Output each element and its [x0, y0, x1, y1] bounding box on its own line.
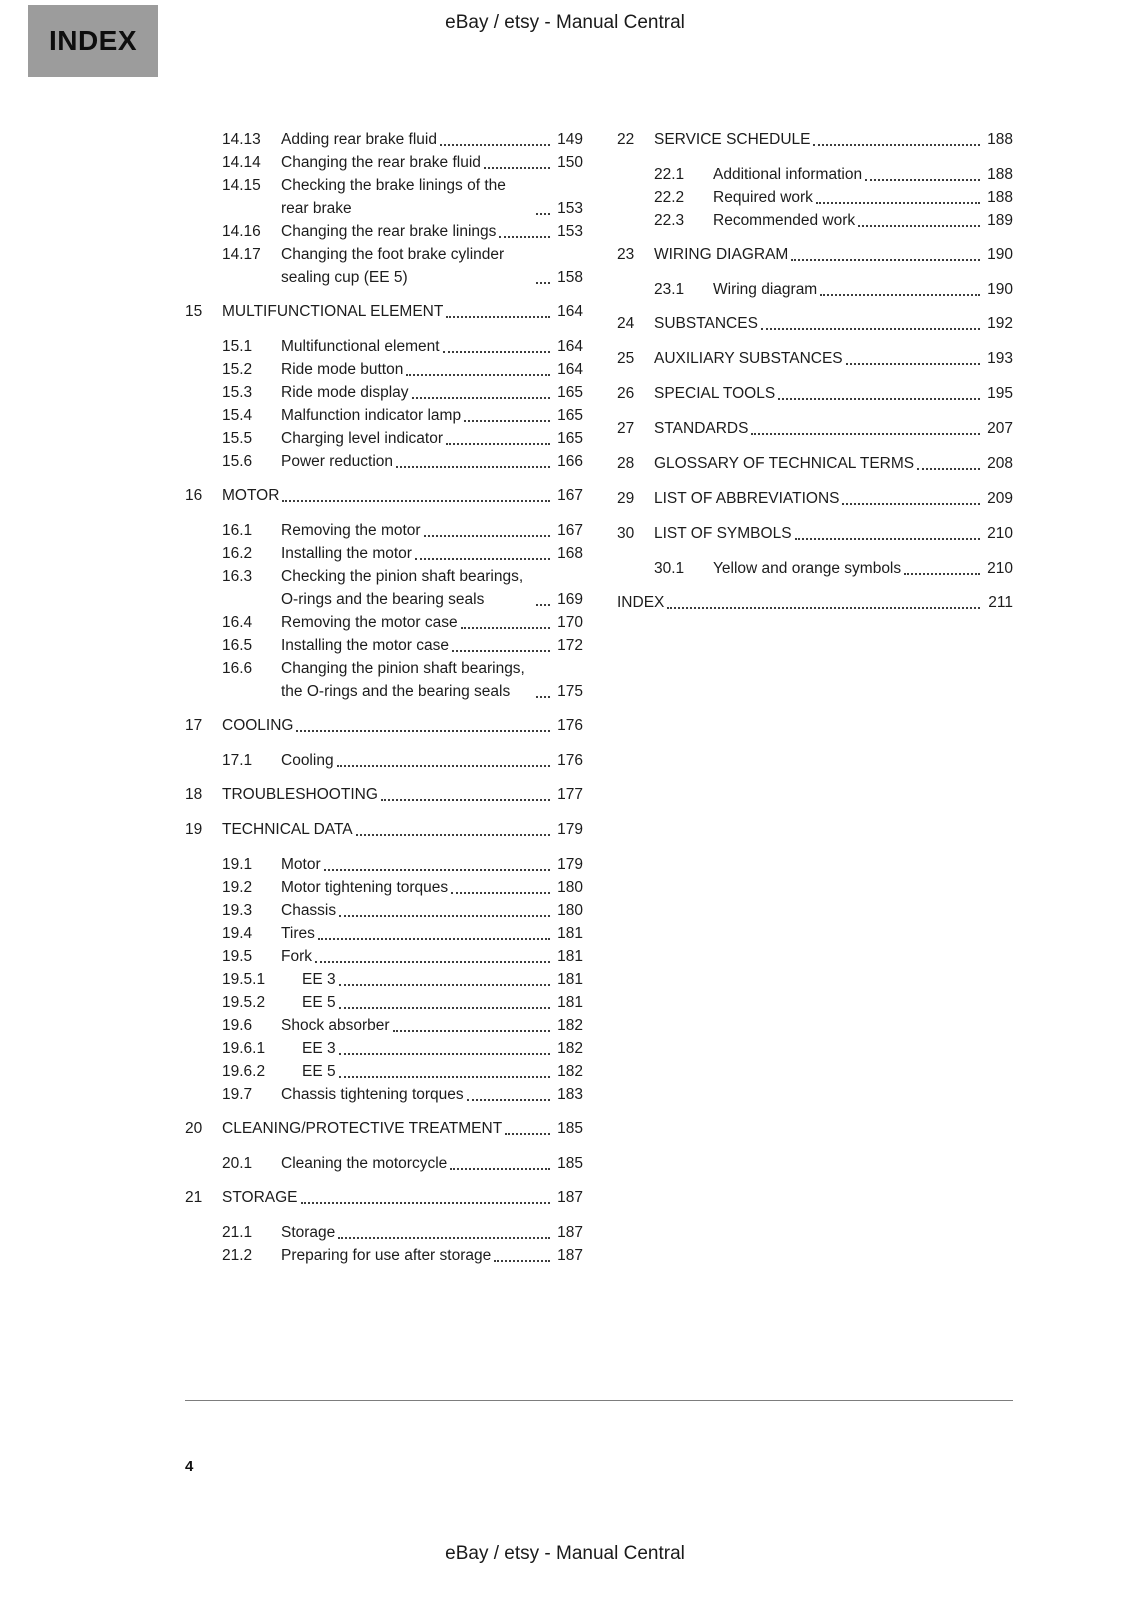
- toc-entry-row: [185, 427, 583, 450]
- toc-chapter-row: [617, 452, 1013, 475]
- toc-entry-page: 176: [557, 717, 583, 734]
- toc-entry-page: 158: [557, 269, 583, 286]
- toc-entry-number: 19.6: [222, 1017, 253, 1034]
- toc-entry-title: Removing the motor case: [281, 614, 458, 631]
- toc-entry-number: 19.3: [222, 902, 253, 919]
- toc-dot-leader: [499, 220, 550, 238]
- toc-entry-row: [617, 209, 1013, 232]
- toc-entry-number: 22.1: [654, 166, 685, 183]
- toc-entry-title: TROUBLESHOOTING: [222, 786, 378, 803]
- toc-entry-page: 190: [987, 246, 1013, 263]
- toc-entry-title: CLEANING/PROTECTIVE TREATMENT: [222, 1120, 503, 1137]
- toc-entry-page: 181: [557, 994, 583, 1011]
- toc-entry-page: 210: [987, 560, 1013, 577]
- toc-dot-leader: [536, 565, 550, 606]
- toc-entry-title: Changing the foot brake cylinder sealing cup (EE 5): [281, 246, 505, 286]
- toc-entry-number: 14.16: [222, 223, 261, 240]
- toc-dot-leader: [791, 243, 980, 261]
- toc-entry-number: 19.1: [222, 856, 253, 873]
- toc-entry-title: Cooling: [281, 752, 334, 769]
- toc-chapter-row: [617, 128, 1013, 151]
- toc-entry-page: 207: [987, 420, 1013, 437]
- toc-entry-number: 19: [185, 821, 203, 838]
- toc-dot-leader: [450, 1152, 550, 1170]
- toc-dot-leader: [301, 1186, 550, 1204]
- toc-entry-title: Power reduction: [281, 453, 394, 470]
- toc-dot-leader: [324, 853, 550, 871]
- index-tab: INDEX: [28, 5, 158, 77]
- toc-entry-title: Checking the brake linings of the rear brake: [281, 177, 506, 217]
- toc-entry-page: 180: [557, 902, 583, 919]
- toc-entry-page: 165: [557, 430, 583, 447]
- toc-entry-page: 150: [557, 154, 583, 171]
- toc-entry-number: 28: [617, 455, 635, 472]
- toc-dot-leader: [484, 151, 550, 169]
- toc-entry-title: INDEX: [617, 594, 665, 611]
- toc-dot-leader: [778, 382, 980, 400]
- toc-entry-number: 19.6.2: [222, 1063, 266, 1080]
- toc-dot-leader: [446, 300, 550, 318]
- toc-entry-number: 22.2: [654, 189, 685, 206]
- toc-entry-title: Motor tightening torques: [281, 879, 449, 896]
- toc-entry-title: Tires: [281, 925, 315, 942]
- toc-chapter-row: [185, 300, 583, 323]
- toc-entry-page: 175: [557, 683, 583, 700]
- toc-dot-leader: [816, 186, 980, 204]
- toc-entry-number: 14.17: [222, 246, 261, 263]
- toc-entry-page: 185: [557, 1155, 583, 1172]
- toc-chapter-row: [185, 714, 583, 737]
- toc-entry-row: [185, 243, 583, 289]
- toc-entry-page: 209: [987, 490, 1013, 507]
- toc-entry-page: 190: [987, 281, 1013, 298]
- toc-entry-number: 23.1: [654, 281, 685, 298]
- toc-chapter-row: [617, 243, 1013, 266]
- toc-entry-row: [185, 945, 583, 968]
- page-number: 4: [185, 1458, 194, 1475]
- toc-chapter-row: [617, 591, 1013, 614]
- toc-entry-number: 25: [617, 350, 635, 367]
- toc-content: [185, 128, 1013, 1267]
- toc-dot-leader: [536, 243, 550, 284]
- toc-entry-number: 18: [185, 786, 203, 803]
- toc-entry-page: 195: [987, 385, 1013, 402]
- toc-dot-leader: [440, 128, 550, 146]
- toc-entry-row: [185, 657, 583, 703]
- toc-entry-row: [185, 542, 583, 565]
- toc-dot-leader: [505, 1117, 550, 1135]
- toc-entry-number: 16.6: [222, 660, 253, 677]
- toc-entry-number: 17.1: [222, 752, 253, 769]
- toc-entry-row: [185, 749, 583, 772]
- toc-entry-number: 30.1: [654, 560, 685, 577]
- toc-dot-leader: [424, 519, 550, 537]
- toc-dot-leader: [339, 899, 550, 917]
- toc-entry-row: [185, 174, 583, 220]
- toc-entry-row: [185, 151, 583, 174]
- toc-entry-row: [185, 991, 583, 1014]
- toc-entry-title: Installing the motor: [281, 545, 412, 562]
- toc-entry-title: LIST OF ABBREVIATIONS: [654, 490, 840, 507]
- toc-entry-number: 14.13: [222, 131, 261, 148]
- toc-entry-title: Recommended work: [713, 212, 856, 229]
- toc-entry-number: 15.2: [222, 361, 253, 378]
- toc-entry-page: 167: [557, 487, 583, 504]
- toc-entry-row: [617, 186, 1013, 209]
- toc-entry-title: Shock absorber: [281, 1017, 390, 1034]
- toc-entry-row: [185, 128, 583, 151]
- toc-dot-leader: [406, 358, 550, 376]
- toc-chapter-row: [617, 522, 1013, 545]
- toc-entry-title: Preparing for use after storage: [281, 1247, 492, 1264]
- toc-entry-row: [185, 335, 583, 358]
- toc-chapter-row: [185, 783, 583, 806]
- toc-entry-row: [185, 634, 583, 657]
- toc-entry-page: 176: [557, 752, 583, 769]
- toc-entry-page: 169: [557, 591, 583, 608]
- toc-entry-page: 167: [557, 522, 583, 539]
- toc-entry-row: [185, 565, 583, 611]
- toc-dot-leader: [356, 818, 550, 836]
- toc-entry-row: [185, 853, 583, 876]
- toc-entry-title: SERVICE SCHEDULE: [654, 131, 811, 148]
- toc-chapter-row: [185, 1117, 583, 1140]
- toc-dot-leader: [917, 452, 980, 470]
- toc-entry-number: 15: [185, 303, 203, 320]
- toc-entry-row: [185, 922, 583, 945]
- toc-entry-number: 23: [617, 246, 635, 263]
- toc-entry-page: 182: [557, 1017, 583, 1034]
- toc-entry-page: 185: [557, 1120, 583, 1137]
- toc-entry-number: 14.15: [222, 177, 261, 194]
- toc-entry-title: STORAGE: [222, 1189, 298, 1206]
- toc-entry-number: 22: [617, 131, 635, 148]
- toc-entry-title: Cleaning the motorcycle: [281, 1155, 448, 1172]
- toc-entry-title: Yellow and orange symbols: [713, 560, 902, 577]
- toc-entry-number: 14.14: [222, 154, 261, 171]
- toc-entry-number: 19.5.2: [222, 994, 266, 1011]
- toc-chapter-row: [617, 417, 1013, 440]
- toc-dot-leader: [467, 1083, 550, 1101]
- toc-entry-row: [185, 519, 583, 542]
- toc-entry-number: 15.3: [222, 384, 253, 401]
- toc-entry-title: EE 3: [302, 971, 336, 988]
- toc-entry-number: 17: [185, 717, 203, 734]
- toc-entry-title: MULTIFUNCTIONAL ELEMENT: [222, 303, 444, 320]
- toc-dot-leader: [904, 557, 980, 575]
- toc-entry-page: 211: [988, 594, 1013, 611]
- toc-entry-title: Motor: [281, 856, 321, 873]
- toc-dot-leader: [315, 945, 550, 963]
- toc-chapter-row: [617, 347, 1013, 370]
- toc-entry-page: 188: [987, 131, 1013, 148]
- toc-entry-row: [185, 611, 583, 634]
- toc-entry-number: 27: [617, 420, 635, 437]
- toc-entry-number: 16.1: [222, 522, 253, 539]
- toc-entry-number: 21.2: [222, 1247, 253, 1264]
- toc-entry-title: Storage: [281, 1224, 336, 1241]
- toc-entry-row: [185, 899, 583, 922]
- toc-entry-number: 16.4: [222, 614, 253, 631]
- toc-entry-title: Charging level indicator: [281, 430, 443, 447]
- toc-entry-number: 19.7: [222, 1086, 253, 1103]
- toc-entry-row: [185, 1060, 583, 1083]
- toc-entry-number: 15.6: [222, 453, 253, 470]
- toc-entry-title: Changing the rear brake fluid: [281, 154, 481, 171]
- toc-entry-number: 19.4: [222, 925, 253, 942]
- toc-entry-page: 153: [557, 223, 583, 240]
- toc-entry-number: 21.1: [222, 1224, 253, 1241]
- toc-entry-title: WIRING DIAGRAM: [654, 246, 789, 263]
- toc-entry-page: 164: [557, 303, 583, 320]
- toc-entry-page: 181: [557, 971, 583, 988]
- toc-dot-leader: [461, 611, 550, 629]
- toc-entry-number: 21: [185, 1189, 203, 1206]
- footer-title: eBay / etsy - Manual Central: [445, 1543, 685, 1564]
- toc-dot-leader: [842, 487, 980, 505]
- toc-dot-leader: [536, 174, 550, 215]
- toc-entry-title: Multifunctional element: [281, 338, 440, 355]
- toc-entry-row: [617, 278, 1013, 301]
- toc-column-right: [617, 128, 1013, 626]
- toc-dot-leader: [381, 783, 550, 801]
- toc-entry-number: 16.3: [222, 568, 253, 585]
- toc-entry-title: Malfunction indicator lamp: [281, 407, 462, 424]
- toc-entry-title: LIST OF SYMBOLS: [654, 525, 792, 542]
- toc-entry-row: [185, 450, 583, 473]
- toc-entry-page: 181: [557, 925, 583, 942]
- toc-entry-title: EE 5: [302, 1063, 336, 1080]
- toc-entry-number: 24: [617, 315, 635, 332]
- toc-entry-number: 16.5: [222, 637, 253, 654]
- toc-dot-leader: [451, 876, 550, 894]
- toc-entry-number: 15.5: [222, 430, 253, 447]
- toc-entry-number: 29: [617, 490, 635, 507]
- toc-dot-leader: [339, 991, 550, 1009]
- toc-entry-page: 164: [557, 338, 583, 355]
- toc-entry-title: AUXILIARY SUBSTANCES: [654, 350, 843, 367]
- toc-chapter-row: [617, 312, 1013, 335]
- toc-entry-title: Chassis: [281, 902, 337, 919]
- toc-dot-leader: [536, 657, 550, 698]
- toc-dot-leader: [452, 634, 550, 652]
- toc-column-left: [185, 128, 583, 1267]
- toc-entry-page: 182: [557, 1040, 583, 1057]
- toc-chapter-row: [185, 484, 583, 507]
- toc-entry-title: Ride mode button: [281, 361, 404, 378]
- toc-entry-row: [185, 381, 583, 404]
- toc-entry-page: 179: [557, 856, 583, 873]
- toc-chapter-row: [185, 818, 583, 841]
- toc-entry-row: [185, 404, 583, 427]
- toc-dot-leader: [494, 1244, 550, 1262]
- toc-entry-page: 208: [987, 455, 1013, 472]
- toc-entry-page: 210: [987, 525, 1013, 542]
- toc-entry-row: [185, 1083, 583, 1106]
- toc-entry-number: 19.5.1: [222, 971, 266, 988]
- toc-entry-row: [617, 163, 1013, 186]
- toc-entry-title: EE 3: [302, 1040, 336, 1057]
- toc-entry-row: [185, 1244, 583, 1267]
- toc-dot-leader: [761, 312, 980, 330]
- toc-dot-leader: [820, 278, 980, 296]
- toc-entry-row: [185, 876, 583, 899]
- toc-dot-leader: [858, 209, 980, 227]
- toc-entry-page: 170: [557, 614, 583, 631]
- toc-entry-page: 180: [557, 879, 583, 896]
- toc-dot-leader: [318, 922, 550, 940]
- toc-dot-leader: [846, 347, 980, 365]
- toc-entry-number: 19.6.1: [222, 1040, 266, 1057]
- toc-entry-title: Additional information: [713, 166, 863, 183]
- toc-entry-page: 188: [987, 189, 1013, 206]
- toc-entry-row: [185, 968, 583, 991]
- toc-entry-title: Removing the motor: [281, 522, 421, 539]
- toc-entry-number: 16.2: [222, 545, 253, 562]
- toc-entry-title: SUBSTANCES: [654, 315, 758, 332]
- toc-dot-leader: [296, 714, 550, 732]
- toc-entry-title: STANDARDS: [654, 420, 749, 437]
- toc-entry-row: [185, 1152, 583, 1175]
- toc-entry-page: 153: [557, 200, 583, 217]
- toc-entry-page: 172: [557, 637, 583, 654]
- toc-chapter-row: [617, 382, 1013, 405]
- toc-entry-title: Required work: [713, 189, 813, 206]
- toc-entry-title: Wiring diagram: [713, 281, 818, 298]
- toc-entry-row: [185, 358, 583, 381]
- toc-entry-title: Changing the pinion shaft bearings, the O-rings and the bearing seals: [281, 660, 525, 700]
- toc-dot-leader: [339, 968, 550, 986]
- toc-entry-page: 149: [557, 131, 583, 148]
- toc-entry-page: 187: [557, 1189, 583, 1206]
- toc-entry-page: 192: [987, 315, 1013, 332]
- toc-entry-title: Chassis tightening torques: [281, 1086, 464, 1103]
- toc-dot-leader: [282, 484, 550, 502]
- toc-entry-number: 16: [185, 487, 203, 504]
- toc-entry-page: 181: [557, 948, 583, 965]
- toc-entry-number: 15.4: [222, 407, 253, 424]
- toc-entry-number: 20.1: [222, 1155, 253, 1172]
- toc-dot-leader: [813, 128, 980, 146]
- toc-entry-title: COOLING: [222, 717, 294, 734]
- toc-entry-title: Installing the motor case: [281, 637, 450, 654]
- toc-entry-page: 177: [557, 786, 583, 803]
- toc-entry-number: 30: [617, 525, 635, 542]
- toc-dot-leader: [396, 450, 550, 468]
- toc-chapter-row: [617, 487, 1013, 510]
- toc-entry-title: SPECIAL TOOLS: [654, 385, 776, 402]
- toc-dot-leader: [412, 381, 550, 399]
- toc-entry-number: 20: [185, 1120, 203, 1137]
- toc-entry-title: Ride mode display: [281, 384, 409, 401]
- toc-entry-row: [185, 1037, 583, 1060]
- toc-dot-leader: [338, 1221, 550, 1239]
- toc-dot-leader: [337, 749, 550, 767]
- toc-entry-number: 22.3: [654, 212, 685, 229]
- toc-entry-page: 189: [987, 212, 1013, 229]
- toc-dot-leader: [667, 591, 980, 609]
- toc-chapter-row: [185, 1186, 583, 1209]
- toc-entry-number: 26: [617, 385, 635, 402]
- toc-dot-leader: [443, 335, 550, 353]
- toc-dot-leader: [415, 542, 550, 560]
- toc-entry-page: 193: [987, 350, 1013, 367]
- toc-entry-page: 179: [557, 821, 583, 838]
- toc-entry-title: TECHNICAL DATA: [222, 821, 353, 838]
- toc-dot-leader: [751, 417, 980, 435]
- toc-entry-number: 19.5: [222, 948, 253, 965]
- toc-entry-title: Checking the pinion shaft bearings, O-rings and the bearing seals: [281, 568, 524, 608]
- toc-dot-leader: [446, 427, 550, 445]
- toc-dot-leader: [339, 1060, 550, 1078]
- toc-dot-leader: [339, 1037, 550, 1055]
- toc-entry-page: 168: [557, 545, 583, 562]
- toc-entry-title: Changing the rear brake linings: [281, 223, 497, 240]
- header-title: eBay / etsy - Manual Central: [445, 12, 685, 33]
- toc-entry-page: 183: [557, 1086, 583, 1103]
- toc-entry-title: Fork: [281, 948, 312, 965]
- toc-entry-page: 182: [557, 1063, 583, 1080]
- toc-entry-page: 166: [557, 453, 583, 470]
- toc-dot-leader: [795, 522, 980, 540]
- toc-entry-row: [185, 1221, 583, 1244]
- toc-entry-page: 187: [557, 1247, 583, 1264]
- toc-entry-row: [185, 220, 583, 243]
- toc-entry-number: 15.1: [222, 338, 253, 355]
- toc-dot-leader: [865, 163, 980, 181]
- toc-entry-number: 19.2: [222, 879, 253, 896]
- toc-entry-page: 188: [987, 166, 1013, 183]
- toc-entry-row: [617, 557, 1013, 580]
- toc-entry-page: 165: [557, 384, 583, 401]
- toc-entry-page: 187: [557, 1224, 583, 1241]
- toc-entry-title: MOTOR: [222, 487, 280, 504]
- toc-dot-leader: [464, 404, 550, 422]
- toc-entry-page: 165: [557, 407, 583, 424]
- toc-entry-row: [185, 1014, 583, 1037]
- toc-entry-title: EE 5: [302, 994, 336, 1011]
- toc-entry-page: 164: [557, 361, 583, 378]
- footer-divider: [185, 1400, 1013, 1401]
- toc-dot-leader: [393, 1014, 550, 1032]
- toc-entry-title: GLOSSARY OF TECHNICAL TERMS: [654, 455, 915, 472]
- toc-entry-title: Adding rear brake fluid: [281, 131, 437, 148]
